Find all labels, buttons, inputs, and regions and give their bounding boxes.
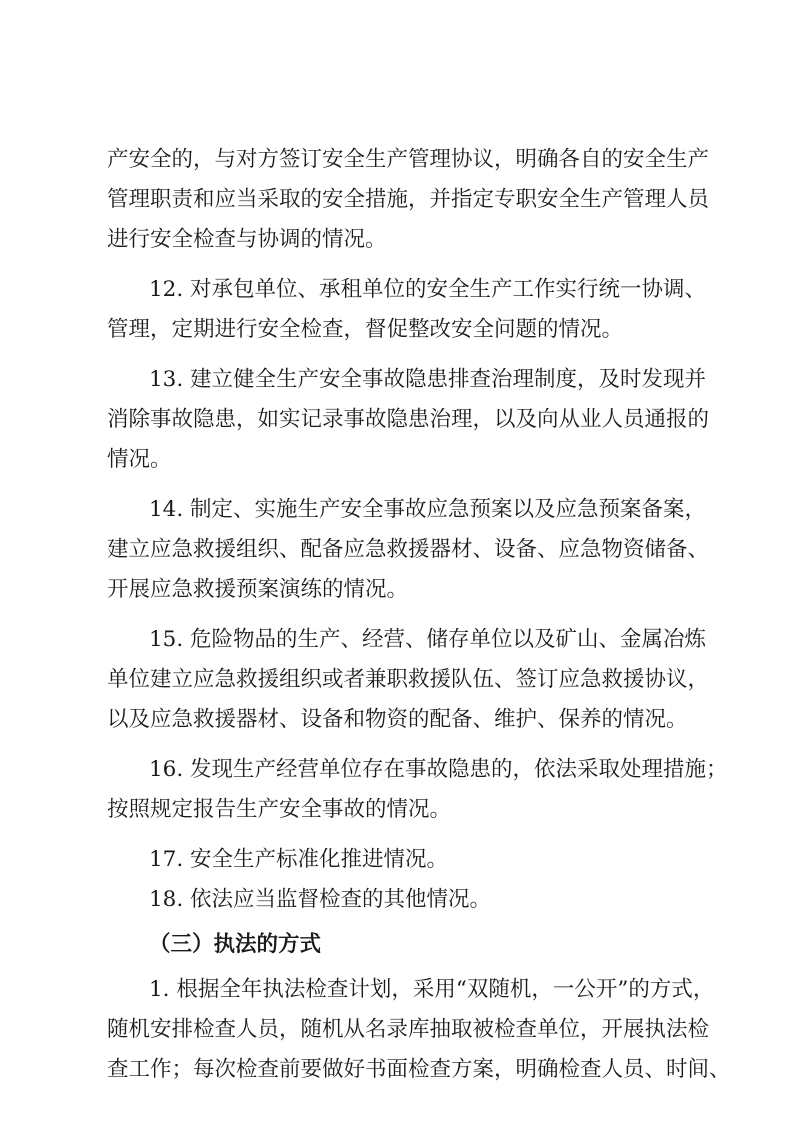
section-heading: （三）执法的方式 xyxy=(149,932,322,957)
text-line: 12. 对承包单位、承租单位的安全生产工作实行统一协调、 xyxy=(149,277,707,302)
text-line: 13. 建立健全生产安全事故隐患排查治理制度，及时发现并 xyxy=(149,367,707,392)
text-line: 14. 制定、实施生产安全事故应急预案以及应急预案备案， xyxy=(149,497,707,522)
text-line: 1. 根据全年执法检查计划，采用“双随机，一公开”的方式， xyxy=(149,977,715,1002)
text-line: 管理职责和应当采取的安全措施，并指定专职安全生产管理人员 xyxy=(107,187,710,212)
text-line: 进行安全检查与协调的情况。 xyxy=(107,227,387,252)
text-line: 17. 安全生产标准化推进情况。 xyxy=(149,847,449,872)
text-line: 产安全的，与对方签订安全生产管理协议，明确各自的安全生产 xyxy=(107,147,710,172)
text-line: 按照规定报告生产安全事故的情况。 xyxy=(107,797,452,822)
text-line: 随机安排检查人员，随机从名录库抽取被检查单位，开展执法检 xyxy=(107,1017,710,1042)
text-line: 16. 发现生产经营单位存在事故隐患的，依法采取处理措施； xyxy=(149,757,728,782)
text-line: 情况。 xyxy=(107,447,172,472)
text-line: 消除事故隐患，如实记录事故隐患治理，以及向从业人员通报的 xyxy=(107,407,710,432)
text-line: 查工作；每次检查前要做好书面检查方案，明确检查人员、时间、 xyxy=(107,1057,731,1082)
text-line: 建立应急救援组织、配备应急救援器材、设备、应急物资储备、 xyxy=(107,537,710,562)
text-line: 单位建立应急救援组织或者兼职救援队伍、签订应急救援协议， xyxy=(107,667,710,692)
text-line: 以及应急救援器材、设备和物资的配备、维护、保养的情况。 xyxy=(107,707,688,732)
text-line: 管理，定期进行安全检查，督促整改安全问题的情况。 xyxy=(107,317,624,342)
text-line: 15. 危险物品的生产、经营、储存单位以及矿山、金属冶炼 xyxy=(149,627,707,652)
text-line: 开展应急救援预案演练的情况。 xyxy=(107,577,409,602)
text-line: 18. 依法应当监督检查的其他情况。 xyxy=(149,887,492,912)
